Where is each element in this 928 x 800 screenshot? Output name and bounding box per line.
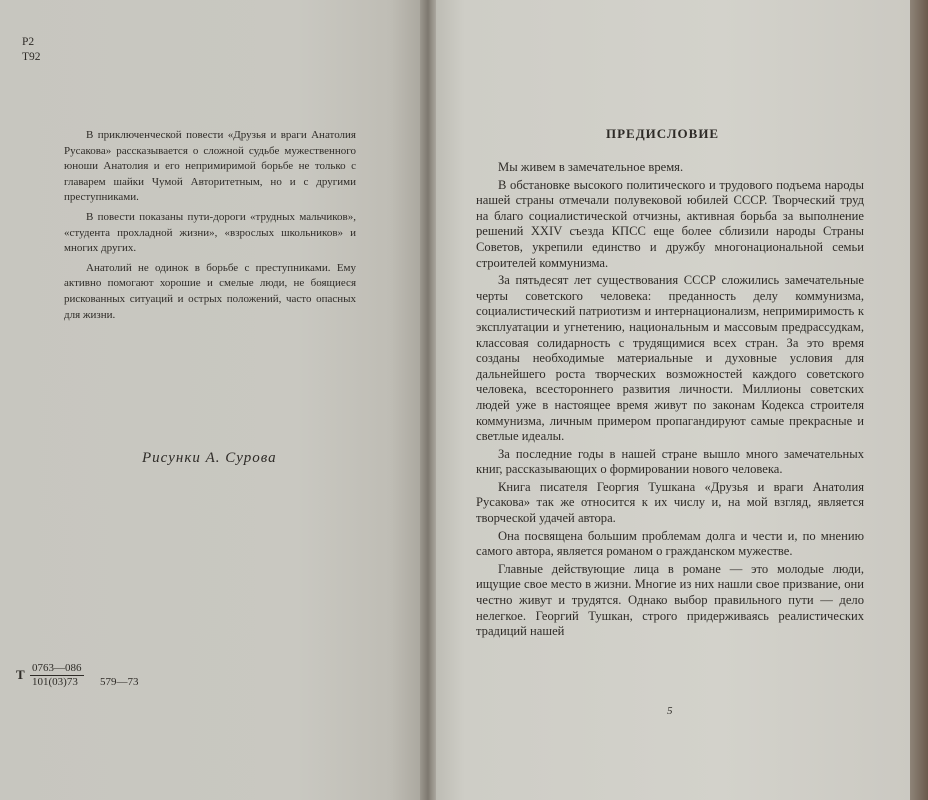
illustrator-credit: Рисунки А. Сурова xyxy=(142,450,277,466)
annotation-paragraph: В повести показаны пути-дороги «трудных мальчиков», «студента прохладной жизни», «взрослых школьников» и многих других. xyxy=(64,210,356,255)
preface-paragraph: За последние годы в нашей стране вышло много замечательных книг, рассказывающих о формировании нового человека. xyxy=(476,446,864,477)
preface-heading: ПРЕДИСЛОВИЕ xyxy=(606,126,720,141)
preface-paragraph: Она посвящена большим проблемам долга и чести и, по мнению самого автора, является романом о гражданском мужестве. xyxy=(476,528,864,559)
catalog-fraction xyxy=(30,662,84,689)
book-annotation xyxy=(64,128,356,327)
preface-paragraph: За пятьдесят лет существования СССР сложились замечательные черты советского человека: преданность делу коммунизма, социалистический патриотизм и интернационализм, непримиримость к эксплуатации и угнетению, национальным и массовым предрассудкам, классовая солидарность с трудящимися всех стран. За это время созданы необходимые материальные и духовные условия для дальнейшего роста творческих возможностей каждого советского человека, всестороннего развития личности. Миллионы советских людей уже в настоящее время живут по законам Кодекса строителя коммунизма, личным примером пропагандируют самые прекрасные и светлые идеалы. xyxy=(476,273,864,444)
catalog-denominator: 101(03)73 xyxy=(32,676,78,688)
annotation-paragraph: В приключенческой повести «Друзья и враги Анатолия Русакова» рассказывается о сложной судьбе мужественного юноши Анатолия и его непримиримой борьбе не только с главарем шайки Чумой Авторитетным, но и с другими преступниками. xyxy=(64,129,356,204)
preface-paragraph: Главные действующие лица в романе — это молодые люди, ищущие свое место в жизни. Многие из них нашли свое призвание, они честно живут и трудятся. Однако выбор правильного пути — дело нелегкое. Георгий Тушкан, строго придерживаясь реалистических традиций нашей xyxy=(476,561,864,639)
catalog-numerator: 0763—086 xyxy=(32,662,82,674)
preface-paragraph: В обстановке высокого политического и трудового подъема народы нашей страны отмечали полувековой юбилей СССР. Творческий труд на благо социалистической отчизны, активная борьба за выполнение решений XXIV съезда КПСС еще более сблизили народы Страны Советов, укрепили единство и дружбу многонациональной семьи строителей коммунизма. xyxy=(476,177,864,270)
preface-paragraph: Мы живем в замечательное время. xyxy=(498,160,684,174)
udk-index xyxy=(22,35,41,65)
catalog-letter: Т xyxy=(16,667,25,682)
preface-paragraph: Книга писателя Георгия Тушкана «Друзья и враги Анатолия Русакова» так же относится к их числу и, на мой взгляд, является творческой удачей автора. xyxy=(476,479,864,526)
udk-line: Р2 xyxy=(22,36,35,48)
udk-line: Т92 xyxy=(22,51,41,63)
table-background xyxy=(910,0,928,800)
catalog-tail: 579—73 xyxy=(100,676,139,688)
page-number: 5 xyxy=(667,705,673,717)
left-page xyxy=(0,0,424,800)
preface-text xyxy=(476,160,864,642)
annotation-paragraph: Анатолий не одинок в борьбе с преступниками. Ему активно помогают хорошие и смелые люди, не боящиеся рискованных ситуаций и острых положений, часто опасных для жизни. xyxy=(64,261,356,321)
